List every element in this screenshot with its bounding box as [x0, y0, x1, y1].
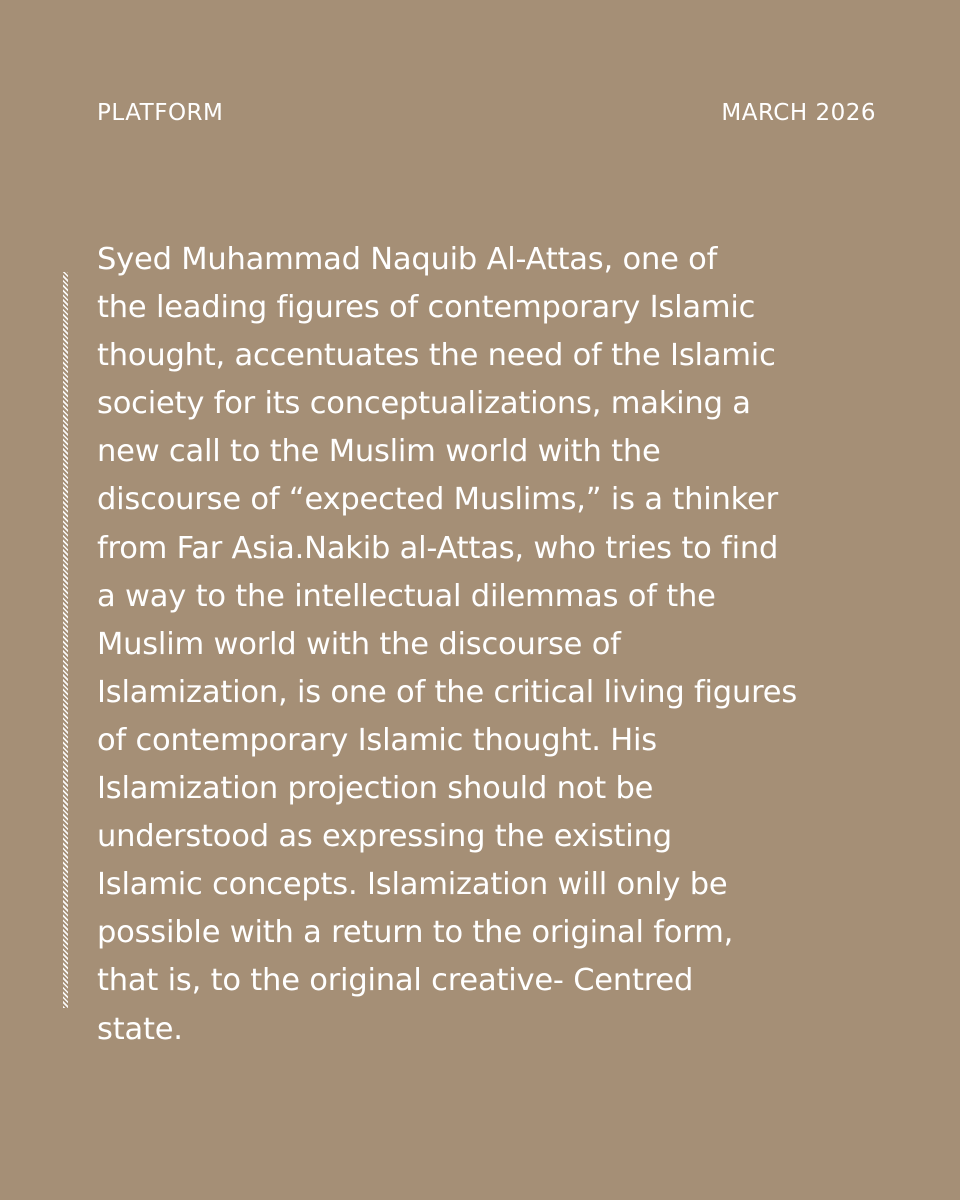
quote-line: state. — [97, 1011, 183, 1047]
quote-line: Islamization, is one of the critical living figures — [97, 674, 798, 710]
quote-line: from Far Asia.Nakib al-Attas, who tries to find — [97, 530, 779, 566]
rope-divider — [63, 272, 68, 1008]
brand-label: PLATFORM — [97, 100, 224, 126]
quote-line: thought, accentuates the need of the Islamic — [97, 338, 776, 374]
issue-date: MARCH 2026 — [721, 100, 876, 126]
quote-line: understood as expressing the existing — [97, 819, 672, 855]
quote-line: Islamic concepts. Islamization will only be — [97, 867, 728, 903]
quote-line: Syed Muhammad Naquib Al-Attas, one of — [97, 242, 718, 277]
quote-line: a way to the intellectual dilemmas of the — [97, 578, 716, 614]
quote-line: new call to the Muslim world with the — [97, 434, 661, 470]
quote-line: discourse of “expected Muslims,” is a thinker — [97, 482, 778, 518]
quote-line: of contemporary Islamic thought. His — [97, 722, 657, 758]
quote-body — [97, 236, 887, 1054]
quote-line: Islamization projection should not be — [97, 771, 654, 807]
quote-line: that is, to the original creative- Centred — [97, 963, 694, 999]
quote-line: society for its conceptualizations, making a — [97, 386, 751, 422]
quote-line: the leading figures of contemporary Islamic — [97, 290, 756, 326]
quote-line: Muslim world with the discourse of — [97, 626, 621, 662]
quote-line: possible with a return to the original form, — [97, 915, 734, 951]
